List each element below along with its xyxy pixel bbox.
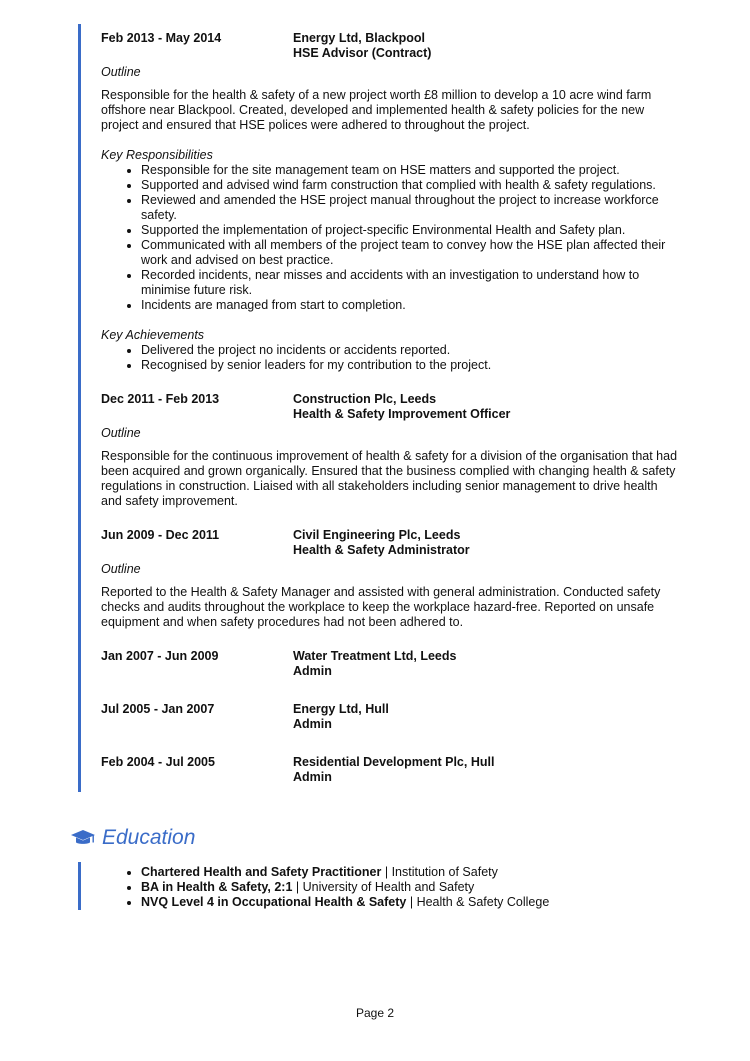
qualification: NVQ Level 4 in Occupational Health & Safety <box>141 895 407 909</box>
job-org <box>293 528 470 558</box>
job-description: Responsible for the continuous improvement of health & safety for a division of the organisation that had been acquired and grown organically. Ensured that the business complied with changing health & safety regulations in construction. Liaised with all stakeholders including senior management to drive health and safety improvement. <box>101 449 678 508</box>
job-entry <box>101 392 681 509</box>
education-heading <box>70 826 195 850</box>
job-org <box>293 702 389 732</box>
job-company: Energy Ltd, Blackpool <box>293 31 425 45</box>
job-company: Construction Plc, Leeds <box>293 392 437 406</box>
list-item: • Recognised by senior leaders for my contribution to the project. <box>141 358 681 373</box>
education-section <box>101 865 681 910</box>
job-org <box>293 31 431 61</box>
separator: | <box>381 865 392 879</box>
job-header <box>101 755 681 785</box>
job-description: Responsible for the health & safety of a new project worth £8 million to develop a 10 acre wind farm offshore near Blackpool. Created, developed and implemented health & safety policies for the new project and ensured that HSE polices were adhered to throughout the project. <box>101 88 652 132</box>
job-dates: Feb 2013 - May 2014 <box>101 31 222 45</box>
institution: University of Health and Safety <box>302 880 475 894</box>
job-company: Civil Engineering Plc, Leeds <box>293 528 461 542</box>
separator: | <box>406 895 417 909</box>
job-dates: Feb 2004 - Jul 2005 <box>101 755 215 769</box>
job-dates: Jun 2009 - Dec 2011 <box>101 528 220 542</box>
job-role: Health & Safety Administrator <box>293 543 470 557</box>
job-dates: Dec 2011 - Feb 2013 <box>101 392 220 406</box>
list-item: • Reviewed and amended the HSE project manual throughout the project to increase workforce safety. <box>141 193 681 223</box>
job-entry <box>101 702 681 732</box>
list-item: • Supported the implementation of project-specific Environmental Health and Safety plan. <box>141 223 681 238</box>
job-company: Energy Ltd, Hull <box>293 702 389 716</box>
education-item <box>141 880 681 895</box>
page-number: Page 2 <box>355 1006 395 1020</box>
responsibilities-label: Key Responsibilities <box>101 148 213 162</box>
job-org <box>293 392 510 422</box>
job-entry <box>101 31 681 373</box>
job-company: Residential Development Plc, Hull <box>293 755 495 769</box>
qualification: Chartered Health and Safety Practitioner <box>141 865 382 879</box>
education-accent-bar <box>78 862 81 910</box>
job-org <box>293 649 456 679</box>
achievements-list <box>101 343 681 373</box>
job-entry <box>101 649 681 679</box>
job-header <box>101 528 681 558</box>
job-role: Admin <box>293 770 332 784</box>
list-item: • Supported and advised wind farm construction that complied with health & safety regulations. <box>141 178 681 193</box>
job-dates: Jul 2005 - Jan 2007 <box>101 702 215 716</box>
separator: | <box>292 880 303 894</box>
job-description: Reported to the Health & Safety Manager and assisted with general administration. Conducted safety checks and audits throughout the workplace to keep the workplace hazard-free. Reported on unsafe equipment and when safety procedures had not been adhered to. <box>101 585 661 629</box>
job-entry <box>101 755 681 785</box>
experience-accent-bar <box>78 24 81 792</box>
job-header <box>101 649 681 679</box>
qualification: BA in Health & Safety, 2:1 <box>141 880 293 894</box>
achievements-label: Key Achievements <box>101 328 205 342</box>
list-item: • Recorded incidents, near misses and accidents with an investigation to understand how to minimise future risk. <box>141 268 681 298</box>
outline-label: Outline <box>101 426 141 440</box>
education-title: Education <box>102 826 196 849</box>
job-role: Admin <box>293 717 332 731</box>
institution: Health & Safety College <box>416 895 550 909</box>
job-header <box>101 702 681 732</box>
job-role: Health & Safety Improvement Officer <box>293 407 511 421</box>
institution: Institution of Safety <box>391 865 498 879</box>
job-org <box>293 755 494 785</box>
list-item: • Incidents are managed from start to completion. <box>141 298 681 313</box>
job-entry <box>101 528 681 630</box>
list-item: • Communicated with all members of the project team to convey how the HSE plan affected their work and advised on best practice. <box>141 238 681 268</box>
list-item: • Delivered the project no incidents or accidents reported. <box>141 343 681 358</box>
outline-label: Outline <box>101 65 141 79</box>
job-role: Admin <box>293 664 332 678</box>
job-company: Water Treatment Ltd, Leeds <box>293 649 457 663</box>
job-dates: Jan 2007 - Jun 2009 <box>101 649 219 663</box>
education-list <box>101 865 681 910</box>
graduation-cap-icon <box>70 828 96 848</box>
responsibilities-list <box>101 163 681 313</box>
education-item <box>141 895 681 910</box>
work-experience-section <box>101 31 681 785</box>
list-item: • Responsible for the site management team on HSE matters and supported the project. <box>141 163 681 178</box>
job-header <box>101 392 681 422</box>
education-item <box>141 865 681 880</box>
job-role: HSE Advisor (Contract) <box>293 46 432 60</box>
job-header <box>101 31 681 61</box>
outline-label: Outline <box>101 562 141 576</box>
